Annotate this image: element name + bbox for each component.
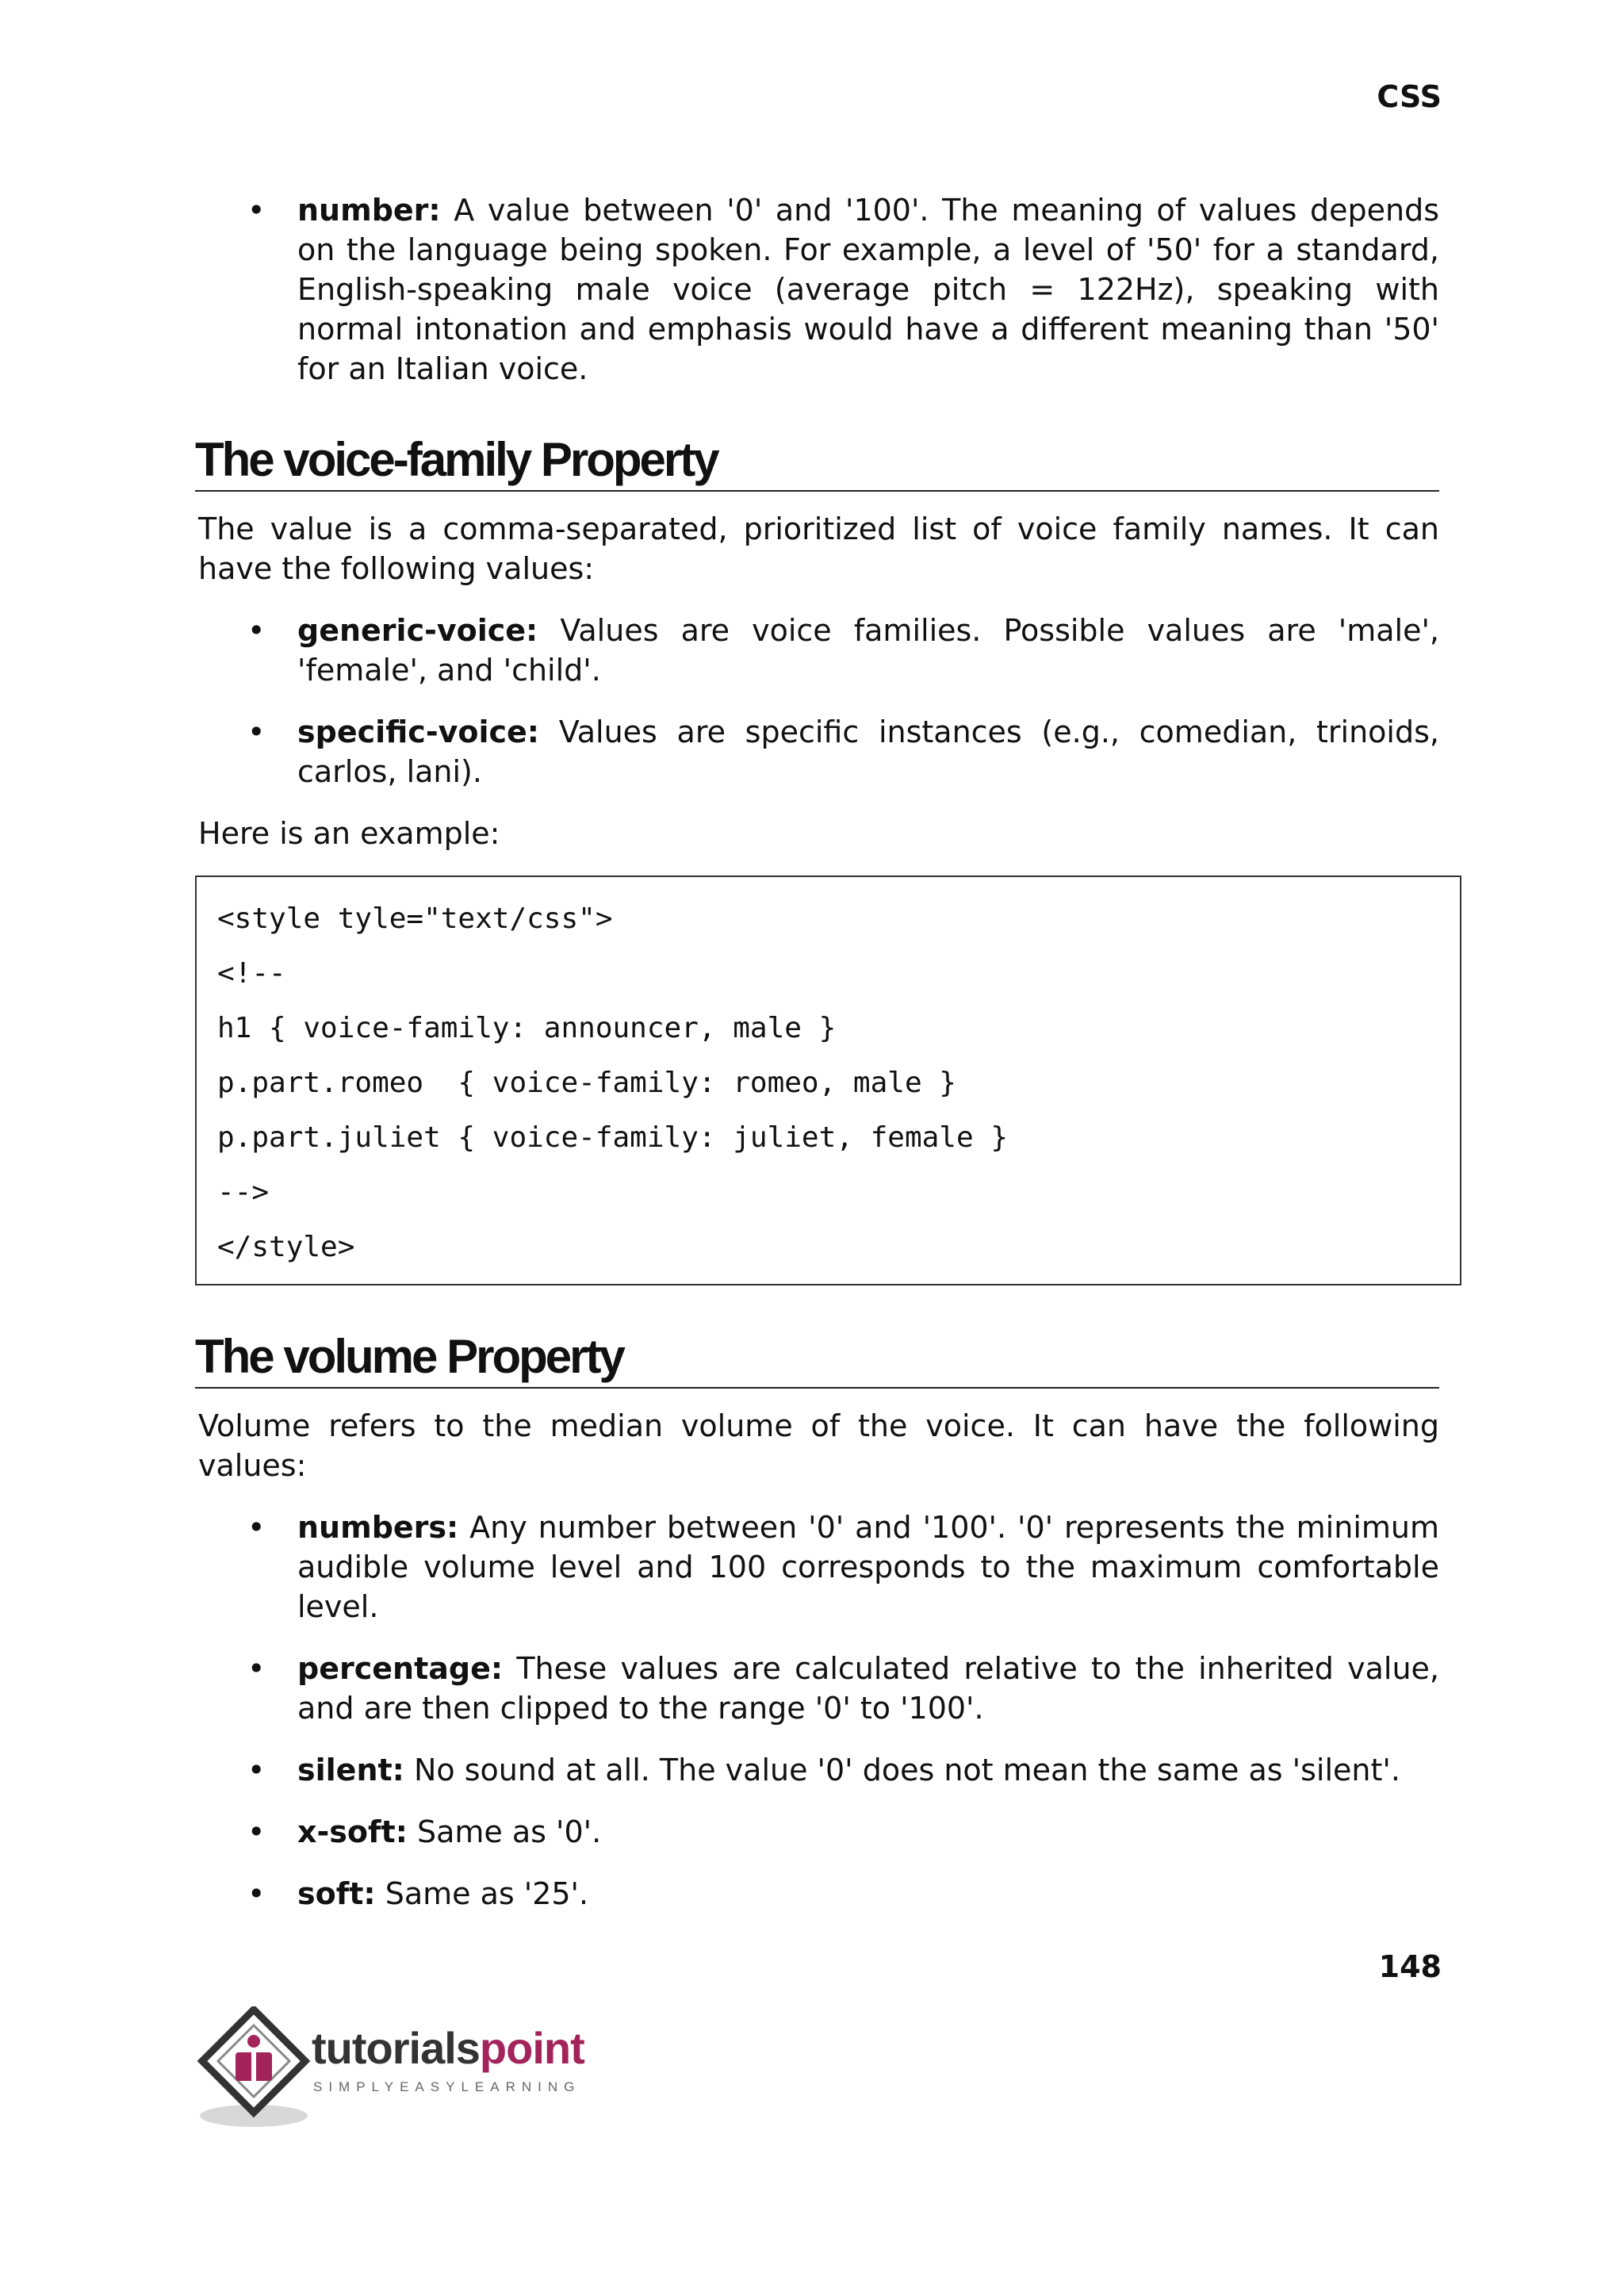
bullet-icon: • (247, 1814, 266, 1849)
bullet-icon: • (247, 613, 266, 648)
bullet-icon: • (247, 1510, 266, 1545)
list-item (198, 1649, 1439, 1728)
logo-tagline: SIMPLYEASYLEARNING (313, 2079, 581, 2094)
running-header: CSS (1377, 79, 1442, 114)
list-item-text: Same as '25'. (375, 1876, 589, 1911)
logo-wordmark (312, 2022, 584, 2074)
logo-wordmark-accent: point (479, 2023, 584, 2073)
list-item-term: generic-voice: (297, 613, 538, 648)
code-line: <!-- (217, 957, 286, 990)
list-item-text: A value between '0' and '100'. The meaning of values depends on the language being spoken. For example, a level of '50' for a standard, English-speaking male voice (average pitch = 122Hz), speaking with normal intonation and emphasis would have a different meaning than '50' for an Italian voice. (297, 193, 1439, 386)
list-item-term: specific-voice: (297, 715, 540, 749)
list-item (198, 1874, 1439, 1914)
list-item-text: These values are calculated relative to the inherited value, and are then clipped to the range '0' to '100'. (297, 1651, 1439, 1726)
list-item-text: Values are voice families. Possible values are 'male', 'female', and 'child'. (297, 613, 1439, 688)
volume-bullet-list (198, 1508, 1439, 1914)
example-label: Here is an example: (198, 816, 500, 851)
code-example-box (195, 875, 1461, 1285)
list-item (198, 1750, 1439, 1790)
tutorialspoint-logo (194, 2006, 607, 2133)
list-item-text: No sound at all. The value '0' does not mean the same as 'silent'. (404, 1753, 1400, 1787)
code-line: h1 { voice-family: announcer, male } (217, 1012, 837, 1044)
code-line: <style tyle="text/css"> (217, 902, 613, 935)
list-item-text: Values are specific instances (e.g., comedian, trinoids, carlos, lani). (297, 715, 1439, 789)
page-content (195, 190, 1439, 1936)
code-line: --> (217, 1176, 270, 1209)
bullet-icon: • (247, 193, 266, 228)
logo-wordmark-main: tutorials (312, 2023, 480, 2073)
volume-intro: Volume refers to the median volume of the voice. It can have the following values: (198, 1408, 1439, 1483)
bullet-icon: • (247, 1876, 266, 1911)
list-item (198, 190, 1439, 389)
list-item-term: numbers: (297, 1510, 459, 1545)
bullet-icon: • (247, 1753, 266, 1787)
list-item-text: Same as '0'. (407, 1814, 602, 1849)
list-item-term: number: (297, 193, 441, 228)
list-item-term: x-soft: (297, 1814, 408, 1849)
code-line: p.part.juliet { voice-family: juliet, female } (217, 1121, 1008, 1154)
list-item-term: soft: (297, 1876, 376, 1911)
bullet-icon: • (247, 1651, 266, 1686)
list-item (198, 712, 1439, 791)
list-item-term: percentage: (297, 1651, 504, 1686)
list-item (198, 1812, 1439, 1852)
section-heading-volume: The volume Property (195, 1328, 1439, 1389)
logo-diamond-icon (194, 2006, 313, 2133)
voice-family-bullet-list (198, 611, 1439, 791)
list-item (198, 1508, 1439, 1626)
section-heading-voice-family: The voice-family Property (195, 431, 1439, 492)
code-line: </style> (217, 1231, 355, 1263)
bullet-icon: • (247, 715, 266, 749)
intro-bullet-list (198, 190, 1439, 389)
list-item-text: Any number between '0' and '100'. '0' represents the minimum audible volume level and 100 corresponds to the maximum comfortable level. (297, 1510, 1439, 1624)
list-item-term: silent: (297, 1753, 404, 1787)
code-line: p.part.romeo { voice-family: romeo, male } (217, 1067, 956, 1099)
voice-family-intro: The value is a comma-separated, prioritized list of voice family names. It can have the following values: (198, 511, 1439, 586)
list-item (198, 611, 1439, 690)
page-number: 148 (1378, 1949, 1442, 1984)
